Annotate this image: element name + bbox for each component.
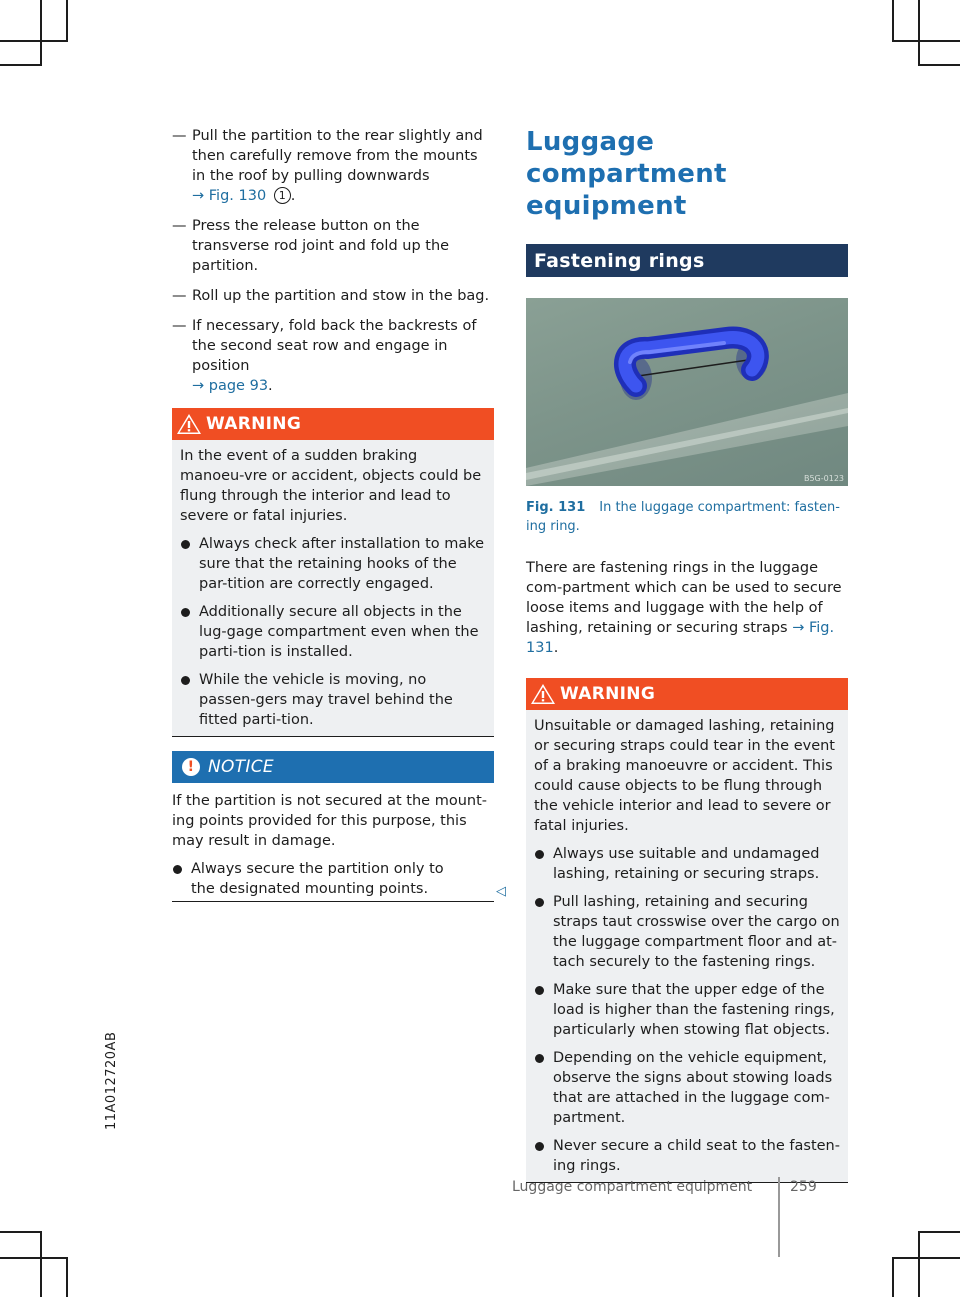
warning-header: WARNING [526,678,848,710]
list-item: Additionally secure all objects in the lug-gage compartment even when the parti-tion is installed. [180,602,486,662]
figure-caption: Fig. 131 In the luggage compartment: fasten-ing ring. [526,500,840,534]
footer-section-title: Luggage compartment equipment [512,1179,753,1195]
right-column [526,126,848,1183]
step-item: — If necessary, fold back the backrests of the second seat row and engage in position → page 93. [172,318,477,394]
left-column [172,126,506,902]
figure-link[interactable]: → Fig. 131 [526,620,835,656]
figure-image [526,298,848,486]
warning-body: In the event of a sudden braking manoeu-vre or accident, objects could be flung through the interior and lead to severe or fatal injuries. Always check after installation to make sure that the retaining hooks of the par-tition are correctly engaged. Additionally secure all objects in the lug-gage compartment even when the parti-tion is installed. While the vehicle is moving, no passen-gers may travel behind the fitted parti-tion. [172,440,494,737]
notice-body: If the partition is not secured at the mount-ing points provided for this purpose, this may result in damage. Always secure the partition only to the designated mounting points. ◁ [172,783,494,902]
figure-link[interactable]: → Fig. 130 [192,188,267,204]
list-item: Pull lashing, retaining and securing straps taut crosswise over the cargo on the luggage compartment floor and at-tach securely to the fastening rings. [534,892,840,972]
warning-header: WARNING [172,408,494,440]
list-item: Always check after installation to make sure that the retaining hooks of the par-tition are correctly engaged. [180,534,486,594]
section-header: Fastening rings [526,244,848,277]
callout-number: 1 [274,187,291,204]
document-code: 11A012720AB [104,1031,119,1130]
step-item: — Pull the partition to the rear slightly and then carefully remove from the mounts in the roof by pulling downwards → Fig. 130 1 . [172,128,483,204]
fastening-ring-illustration [526,298,848,486]
page-link[interactable]: → page 93 [192,378,269,394]
notice-header: ! NOTICE [172,751,494,783]
warning-triangle-icon [530,682,556,706]
body-paragraph: There are fastening rings in the luggage com-partment which can be used to secure loose items and luggage with the help of lashing, retaining or securing straps → Fig. 131. [526,560,842,656]
warning-triangle-icon [176,412,202,436]
list-item: While the vehicle is moving, no passen-gers may travel behind the fitted parti-tion. [180,670,486,730]
figure-code: B5G-0123 [803,474,844,483]
exclamation-icon: ! [182,758,200,776]
list-item: Always secure the partition only to the designated mounting points. [172,859,494,902]
footer-divider [778,1177,780,1257]
warning-body: Unsuitable or damaged lashing, retaining or securing straps could tear in the event of a braking manoeuvre or accident. This could cause objects to be flung through the vehicle interior and lead to severe or fatal injuries. Always use suitable and undamaged lashing, retaining or securing straps. Pull lashing, retaining and securing straps taut crosswise over the cargo on the luggage compartment floor and at-tach securely to the fastening rings. Make sure that the upper edge of the load is higher than the fastening rings, particularly when stowing flat objects. Depending on the vehicle equipment, observe the signs about stowing loads that are attached in the luggage com-partment. Never secure a child seat to the fasten-ing rings. [526,710,848,1183]
list-item: Never secure a child seat to the fasten-ing rings. [534,1136,840,1176]
list-item: Make sure that the upper edge of the load is higher than the fastening rings, particularly when stowing flat objects. [534,980,840,1040]
list-item: Depending on the vehicle equipment, observe the signs about stowing loads that are attached in the luggage com-partment. [534,1048,840,1128]
page-number: 259 [790,1179,817,1195]
step-item: — Press the release button on the transverse rod joint and fold up the partition. [172,218,450,274]
step-item: — Roll up the partition and stow in the bag. [172,288,490,304]
list-item: Always use suitable and undamaged lashing, retaining or securing straps. [534,844,840,884]
page-title: Luggage compartment equipment [526,127,727,221]
end-marker-icon: ◁ [496,884,506,899]
